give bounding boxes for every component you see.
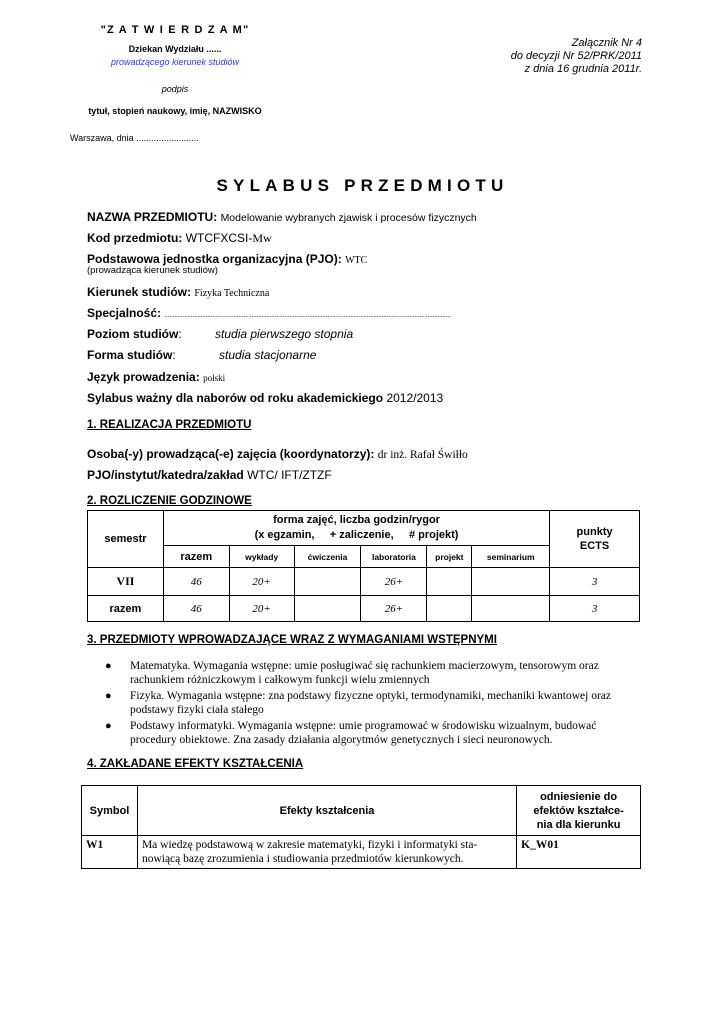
place-date: Warszawa, dnia ......................... bbox=[70, 133, 199, 143]
pjo-sub: (prowadząca kierunek studiów) bbox=[87, 265, 218, 276]
header-ects-line-1: punkty bbox=[576, 526, 613, 538]
approval-title: "Z A T W I E R D Z A M" bbox=[100, 24, 250, 36]
header-semester: semestr bbox=[88, 511, 164, 568]
speciality-value: .............................................................................................................................................................................. bbox=[164, 312, 451, 319]
list-item bbox=[100, 689, 640, 717]
field-course-code bbox=[87, 231, 272, 246]
cell-cwiczenia bbox=[294, 596, 361, 622]
language-label: Język prowadzenia: bbox=[87, 370, 200, 384]
header-reference-line-2: efektów kształce- bbox=[533, 804, 624, 817]
header-reference bbox=[517, 786, 641, 836]
cell-seminarium bbox=[472, 596, 550, 622]
subheader-wyklady: wykłady bbox=[229, 546, 294, 568]
pjo-label: Podstawowa jednostka organizacyjna (PJO): bbox=[87, 252, 342, 266]
form-label: Forma studiów bbox=[87, 348, 173, 362]
header-reference-line-3: nia dla kierunku bbox=[536, 818, 621, 831]
table-row bbox=[88, 596, 640, 622]
cell-projekt bbox=[427, 596, 472, 622]
field-pjo-institute bbox=[87, 468, 332, 482]
bullet-icon: ● bbox=[105, 720, 112, 732]
cell-ects: 3 bbox=[550, 596, 640, 622]
approval-signature: podpis bbox=[161, 84, 189, 94]
bullet-icon: ● bbox=[105, 690, 112, 702]
hours-table bbox=[87, 510, 640, 622]
outcome-reference: K_W01 bbox=[517, 836, 641, 869]
form-colon: : bbox=[172, 348, 176, 362]
field-speciality bbox=[87, 306, 451, 320]
section-3-heading: 3. PRZEDMIOTY WPROWADZAJĄCE WRAZ Z WYMAGANIAMI WSTĘPNYMI bbox=[87, 634, 497, 646]
cell-seminarium bbox=[472, 568, 550, 596]
header-form-line-1: forma zajęć, liczba godzin/rygor bbox=[273, 514, 440, 526]
bullet-icon: ● bbox=[105, 660, 112, 672]
header-effects: Efekty kształcenia bbox=[137, 786, 516, 836]
approval-dean: Dziekan Wydziału ...... bbox=[128, 44, 222, 54]
coordinator-label: Osoba(-y) prowadząca(-e) zajęcia (koordynatorzy): bbox=[87, 447, 375, 461]
cell-ects: 3 bbox=[550, 568, 640, 596]
direction-label: Kierunek studiów: bbox=[87, 285, 192, 299]
course-name-value: Modelowanie wybranych zjawisk i procesów fizycznych bbox=[220, 212, 477, 224]
outcome-symbol: W1 bbox=[82, 836, 138, 869]
list-item bbox=[100, 719, 640, 747]
course-code-label: Kod przedmiotu: bbox=[87, 231, 183, 245]
outcome-effect bbox=[137, 836, 516, 869]
section-1-heading: 1. REALIZACJA PRZEDMIOTU bbox=[87, 419, 252, 431]
cell-wyklady: 20+ bbox=[229, 596, 294, 622]
cell-razem: 46 bbox=[163, 568, 229, 596]
attachment-line-3: z dnia 16 grudnia 2011r. bbox=[524, 63, 642, 75]
subheader-seminarium: seminarium bbox=[472, 546, 550, 568]
section-4-heading: 4. ZAKŁADANE EFEKTY KSZTAŁCENIA bbox=[87, 758, 304, 770]
list-item bbox=[100, 659, 640, 687]
valid-value: 2012/2013 bbox=[386, 391, 444, 405]
row-label: VII bbox=[88, 568, 164, 596]
prerequisites-list bbox=[100, 659, 640, 749]
field-direction bbox=[87, 285, 269, 299]
level-colon: : bbox=[178, 327, 182, 341]
course-name-label: NAZWA PRZEDMIOTU: bbox=[87, 210, 218, 224]
page-title: SYLABUS PRZEDMIOTU bbox=[216, 176, 509, 195]
header-ects-line-2: ECTS bbox=[579, 540, 610, 552]
table-row bbox=[82, 836, 641, 869]
attachment-line-1: Załącznik Nr 4 bbox=[571, 37, 642, 49]
prerequisite-text: Fizyka. Wymagania wstępne: zna podstawy fizyczne optyki, termodynamiki, mechaniki kwantowej oraz podstawy fizyki ciała stałego bbox=[130, 690, 611, 716]
header-reference-line-1: odniesienie do bbox=[540, 790, 618, 803]
outcome-effect-line-2: nowiącą bazę zrozumienia i studiowania przedmiotów kierunkowych. bbox=[141, 853, 464, 865]
coordinator-value: dr inż. Rafał Świłło bbox=[377, 449, 468, 461]
form-value: studia stacjonarne bbox=[219, 348, 317, 362]
header-symbol: Symbol bbox=[82, 786, 138, 836]
subheader-razem: razem bbox=[163, 546, 229, 568]
course-code-suffix: Mw bbox=[252, 231, 272, 245]
cell-laboratoria: 26+ bbox=[361, 568, 427, 596]
language-value: polski bbox=[203, 373, 226, 383]
level-label: Poziom studiów bbox=[87, 327, 179, 341]
row-label: razem bbox=[88, 596, 164, 622]
subheader-projekt: projekt bbox=[427, 546, 472, 568]
cell-cwiczenia bbox=[294, 568, 361, 596]
cell-laboratoria: 26+ bbox=[361, 596, 427, 622]
pjo-institute-value: WTC/ IFT/ZTZF bbox=[247, 468, 332, 482]
cell-wyklady: 20+ bbox=[229, 568, 294, 596]
attachment-line-2: do decyzji Nr 52/PRK/2011 bbox=[510, 50, 642, 62]
header-form bbox=[163, 511, 549, 546]
cell-razem: 46 bbox=[163, 596, 229, 622]
pjo-institute-label: PJO/instytut/katedra/zakład bbox=[87, 468, 244, 482]
approval-dean-sub: prowadzącego kierunek studiów bbox=[110, 57, 240, 67]
field-language bbox=[87, 370, 225, 384]
course-code-value: WTCFXCSI- bbox=[185, 231, 253, 245]
pjo-value: WTC bbox=[345, 255, 368, 266]
outcome-effect-line-1: Ma wiedzę podstawową w zakresie matematyki, fizyki i informatyki sta- bbox=[141, 839, 478, 851]
subheader-laboratoria: laboratoria bbox=[361, 546, 427, 568]
learning-outcomes-table bbox=[81, 785, 641, 869]
field-level bbox=[87, 327, 353, 341]
speciality-label: Specjalność: bbox=[87, 306, 162, 320]
prerequisite-text: Podstawy informatyki. Wymagania wstępne: umie programować w środowisku wizualnym, budować procedury obiektowe. Zna zasady działania algorytmów genetycznych i sieci neuronowych. bbox=[130, 720, 597, 746]
approval-credentials: tytuł, stopień naukowy, imię, NAZWISKO bbox=[88, 106, 262, 116]
attachment-note bbox=[382, 37, 642, 76]
section-2-heading: 2. ROZLICZENIE GODZINOWE bbox=[87, 495, 252, 507]
field-course-name bbox=[87, 210, 477, 224]
valid-label: Sylabus ważny dla naborów od roku akademickiego bbox=[87, 391, 384, 405]
table-row bbox=[88, 568, 640, 596]
field-valid-year bbox=[87, 391, 443, 405]
subheader-cwiczenia: ćwiczenia bbox=[294, 546, 361, 568]
field-coordinator bbox=[87, 447, 468, 461]
level-value: studia pierwszego stopnia bbox=[215, 327, 354, 341]
direction-value: Fizyka Techniczna bbox=[194, 288, 270, 299]
prerequisite-text: Matematyka. Wymagania wstępne: umie posługiwać się rachunkiem macierzowym, tensorowym oraz rachunkiem różniczkowym i całkowym funkcji wielu zmiennych bbox=[130, 660, 599, 686]
field-pjo bbox=[87, 252, 367, 266]
header-ects bbox=[550, 511, 640, 568]
field-form bbox=[87, 348, 316, 362]
header-form-line-2: (x egzamin, + zaliczenie, # projekt) bbox=[254, 529, 459, 541]
cell-projekt bbox=[427, 568, 472, 596]
